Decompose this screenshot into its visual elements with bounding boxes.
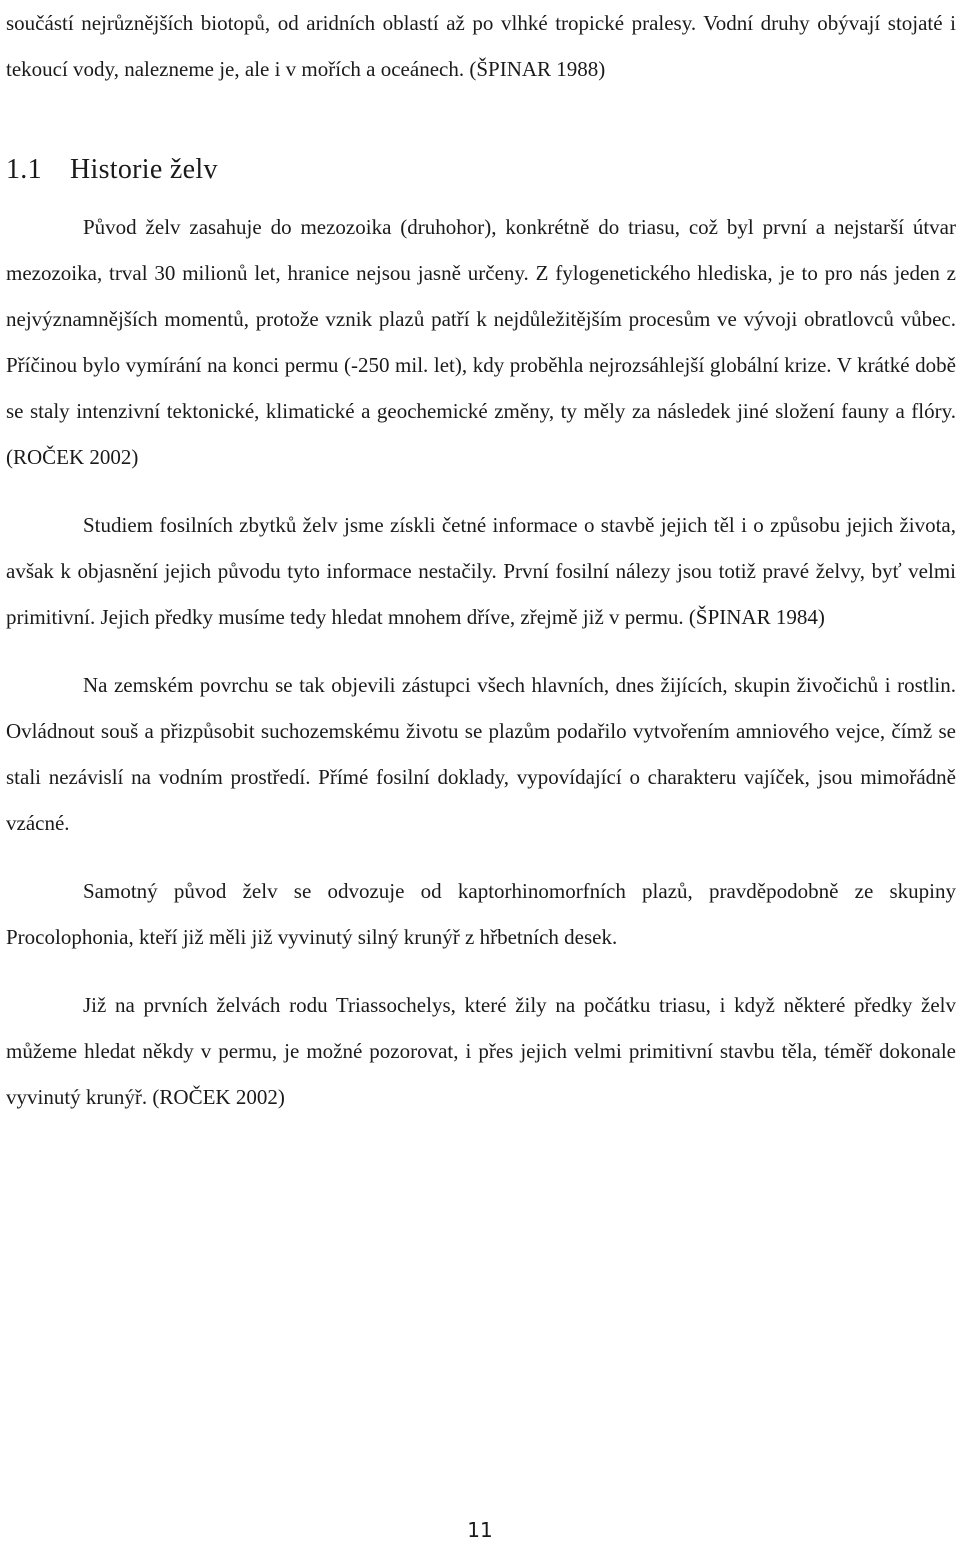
section-number: 1.1 (6, 154, 42, 185)
body-paragraph: Samotný původ želv se odvozuje od kaptorhinomorfních plazů, pravděpodobně ze skupiny Procolophonia, kteří již měli již vyvinutý silný krunýř z hřbetních desek. (6, 879, 956, 949)
body-paragraph: Původ želv zasahuje do mezozoika (druhohor), konkrétně do triasu, což byl první a nejstarší útvar mezozoika, trval 30 milionů let, hranice nejsou jasně určeny. Z fylogenetického hlediska, je to pro nás jeden z nejvýznamnějších momentů, protože vznik plazů patří k nejdůležitějším procesům ve vývoji obratlovců vůbec. Příčinou bylo vymírání na konci permu (-250 mil. let), kdy proběhla nejrozsáhlejší globální krize. V krátké době se staly intenzivní tektonické, klimatické a geochemické změny, ty měly za následek jiné složení fauny a flóry. (ROČEK 2002) (6, 215, 956, 469)
body-paragraph: Studiem fosilních zbytků želv jsme získli četné informace o stavbě jejich těl i o způsobu jejich života, avšak k objasnění jejich původu tyto informace nestačily. První fosilní nálezy jsou totiž pravé želvy, byť velmi primitivní. Jejich předky musíme tedy hledat mnohem dříve, zřejmě již v permu. (ŠPINAR 1984) (6, 513, 956, 629)
section-title: Historie želv (70, 154, 218, 185)
body-paragraph: Již na prvních želvách rodu Triassochelys, které žily na počátku triasu, i když některé předky želv můžeme hledat někdy v permu, je možné pozorovat, i přes jejich velmi primitivní stavbu těla, téměř dokonale vyvinutý krunýř. (ROČEK 2002) (6, 993, 956, 1109)
page-content (6, 0, 956, 1120)
body-paragraph: Na zemském povrchu se tak objevili zástupci všech hlavních, dnes žijících, skupin živočichů i rostlin. Ovládnout souš a přizpůsobit suchozemskému životu se plazům podařilo vytvořením amniového vejce, čímž se stali nezávislí na vodním prostředí. Přímé fosilní doklady, vypovídající o charakteru vajíček, jsou mimořádně vzácné. (6, 673, 956, 835)
intro-paragraph: součástí nejrůznějších biotopů, od aridních oblastí až po vlhké tropické pralesy. Vodní druhy obývají stojaté i tekoucí vody, nalezneme je, ale i v mořích a oceánech. (ŠPINAR 1988) (6, 11, 956, 81)
page-number: 11 (467, 1518, 493, 1542)
section-heading (6, 152, 956, 188)
